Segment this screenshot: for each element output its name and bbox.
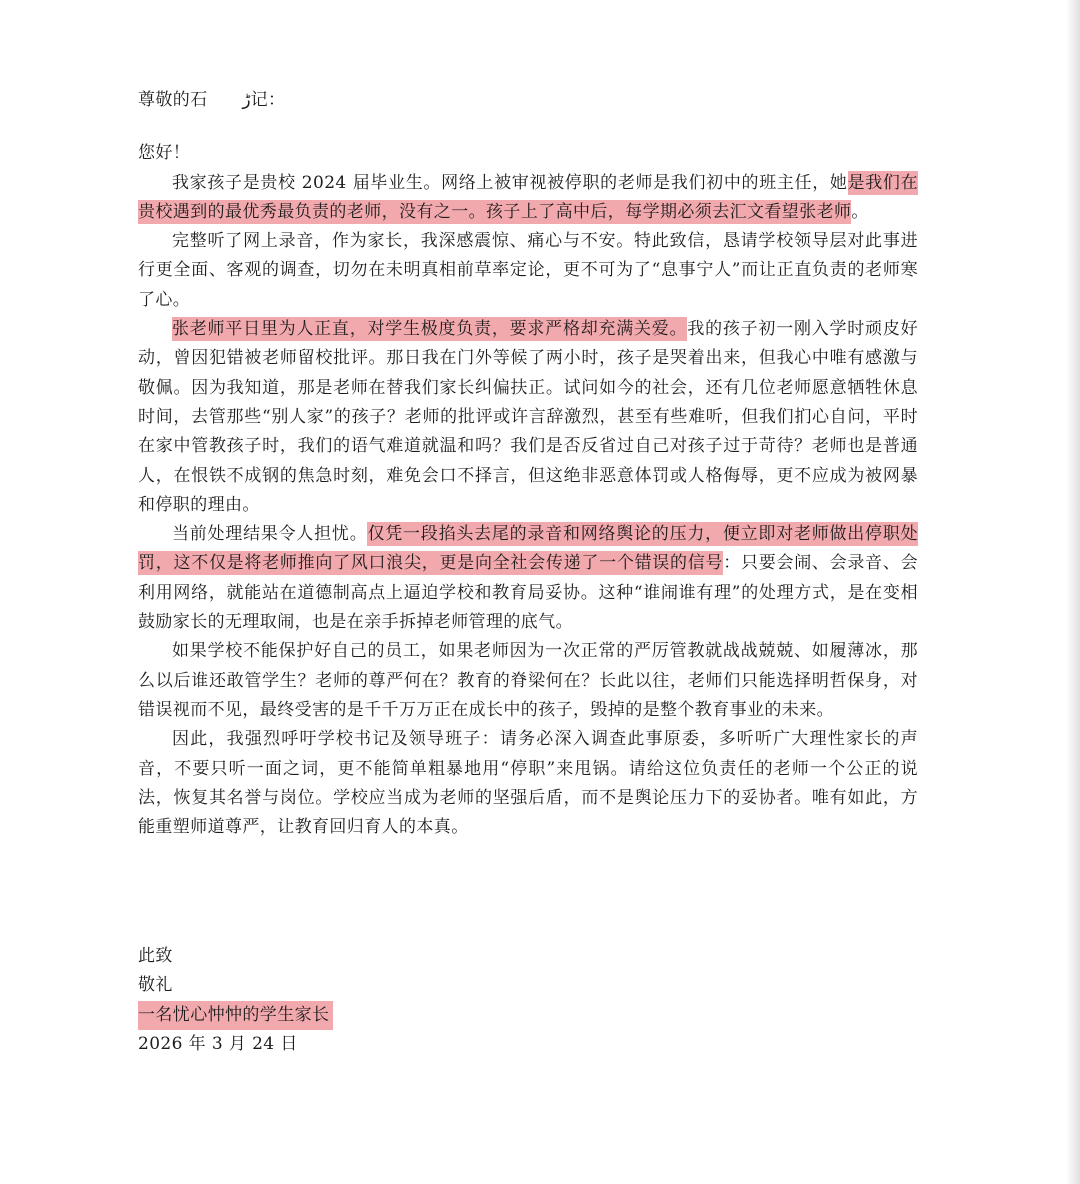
paragraph-3-highlight: 张老师平日里为人正直，对学生极度负责，要求严格却充满关爱。: [172, 319, 688, 340]
salutation: 尊敬的石 ڑ记：: [138, 90, 286, 110]
paragraph-4-text-end: ：只要会闹、会录音、会利用网络，就能站在道德制高点上逼迫学校和教育局妥协。这种“谁闹谁有理”的处理方式，是在变相鼓励家长的无理取闹，也是在亲手拆掉老师管理的底气。: [138, 553, 918, 633]
paragraph-2: 完整听了网上录音，作为家长，我深感震惊、痛心与不安。特此致信，恳请学校领导层对此事进行更全面、客观的调查，切勿在未明真相前草率定论，更不可为了“息事宁人”而让正直负责的老师寒了心。: [138, 231, 918, 310]
paragraph-3-text: 我的孩子初一刚入学时顽皮好动，曾因犯错被老师留校批评。那日我在门外等候了两小时，孩子是哭着出来，但我心中唯有感激与敬佩。因为我知道，那是老师在替我们家长纠偏扶正。试问如今的社会，还有几位老师愿意牺牲休息时间，去管那些“别人家”的孩子？老师的批评或许言辞激烈，甚至有些难听，但我们扪心自问，平时在家中管教孩子时，我们的语气难道就温和吗？我们是否反省过自己对孩子过于苛待？老师也是普通人，在恨铁不成钢的焦急时刻，难免会口不择言，但这绝非恶意体罚或人格侮辱，更不应成为被网暴和停职的理由。: [138, 319, 918, 515]
letter-closing: [138, 942, 333, 1059]
paragraph-4-highlight: 仅凭一段掐头去尾的录音和网络舆论的压力，便立即对老师做出停职处罚，这不仅是将老师推向了风口浪尖，更是向全社会传递了一个错误的信号: [138, 524, 918, 574]
paragraph-1-highlight: 是我们在贵校遇到的最优秀最负责的老师，没有之一。孩子上了高中后，每学期必须去汇文看望张老师: [138, 172, 918, 222]
paragraph-4-text-start: 当前处理结果令人担忧。: [172, 524, 368, 545]
paragraph-6: 因此，我强烈呼吁学校书记及领导班子：请务必深入调查此事原委，多听听广大理性家长的声音，不要只听一面之词，更不能简单粗暴地用“停职”来甩锅。请给这位负责任的老师一个公正的说法，恢复其名誉与岗位。学校应当成为老师的坚强后盾，而不是舆论压力下的妥协者。唯有如此，方能重塑师道尊严，让教育回归育人的本真。: [138, 729, 918, 838]
letter-body: [138, 86, 918, 842]
paragraph-1-end: 。: [851, 201, 869, 222]
signature: 一名忧心忡忡的学生家长: [138, 1001, 333, 1030]
closing-line-1: 此致: [138, 946, 173, 966]
paragraph-5: 如果学校不能保护好自己的员工，如果老师因为一次正常的严厉管教就战战兢兢、如履薄冰，那么以后谁还敢管学生？老师的尊严何在？教育的脊梁何在？长此以往，老师们只能选择明哲保身，对错误视而不见，最终受害的是千千万万正在成长中的孩子，毁掉的是整个教育事业的未来。: [138, 641, 918, 720]
letter-date: 2026 年 3 月 24 日: [138, 1033, 298, 1054]
greeting: 您好！: [138, 143, 191, 164]
closing-line-2: 敬礼: [138, 975, 173, 996]
paragraph-4: [138, 520, 918, 637]
paragraph-3: [138, 315, 918, 520]
paragraph-1: [138, 169, 918, 228]
page-edge-shadow: [1066, 0, 1080, 1184]
paragraph-1-text: 我家孩子是贵校 2024 届毕业生。网络上被审视被停职的老师是我们初中的班主任，她: [172, 172, 848, 193]
